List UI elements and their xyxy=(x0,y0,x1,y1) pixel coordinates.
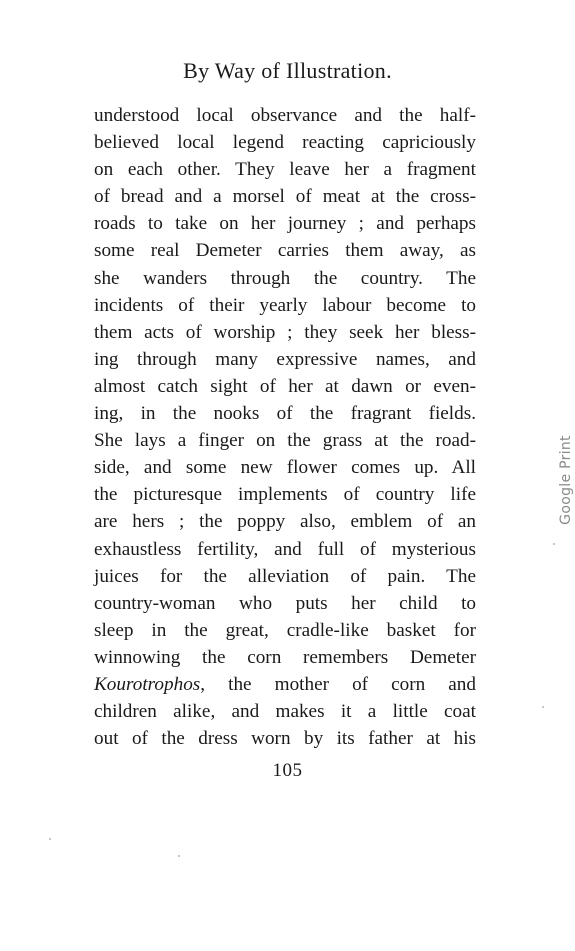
text-line-21: winnowing the corn remembers Demeter xyxy=(94,646,476,668)
text-line-14: side, and some new flower comes up. All xyxy=(94,457,476,479)
page-number: 105 xyxy=(272,760,303,781)
text-line-19: country-woman who puts her child to xyxy=(94,592,476,614)
text-line-9: them acts of worship ; they seek her bless- xyxy=(94,321,476,343)
italic-term: Kourotrophos xyxy=(94,673,201,695)
text-line-7: she wanders through the country. The xyxy=(94,267,476,289)
text-line-2: believed local legend reacting capriciously xyxy=(94,132,476,154)
text-line-20: sleep in the great, cradle-like basket for xyxy=(94,619,476,641)
text-line-15: the picturesque implements of country life xyxy=(94,484,476,506)
text-line-11: almost catch sight of her at dawn or even- xyxy=(94,375,476,397)
text-line-4: of bread and a morsel of meat at the cross- xyxy=(94,186,476,208)
text-line-10: ing through many expressive names, and xyxy=(94,348,476,370)
text-line-22 xyxy=(94,671,476,698)
text-line-17: exhaustless fertility, and full of mysterious xyxy=(94,538,476,560)
text-line-13: She lays a finger on the grass at the road- xyxy=(94,430,476,452)
text-line-18: juices for the alleviation of pain. The xyxy=(94,565,476,587)
text-line-24: out of the dress worn by its father at his xyxy=(94,728,476,750)
text-line-6: some real Demeter carries them away, as xyxy=(94,240,476,262)
text-line-23: children alike, and makes it a little coat xyxy=(94,701,476,723)
paper-speck xyxy=(178,855,180,857)
body-text xyxy=(94,102,476,752)
google-print-watermark: Google Print xyxy=(558,435,574,525)
text-line-3: on each other. They leave her a fragment xyxy=(94,159,476,181)
text-line-22-rest: , the mother of corn and xyxy=(200,673,476,695)
running-head: By Way of Illustration. xyxy=(183,58,392,83)
text-line-16: are hers ; the poppy also, emblem of an xyxy=(94,511,476,533)
paper-speck xyxy=(49,838,51,840)
text-line-1: understood local observance and the half- xyxy=(94,105,476,126)
paper-speck xyxy=(553,543,555,545)
text-line-12: ing, in the nooks of the fragrant fields. xyxy=(94,403,476,425)
text-line-8: incidents of their yearly labour become to xyxy=(94,294,476,316)
text-line-5: roads to take on her journey ; and perhaps xyxy=(94,213,476,235)
paper-speck xyxy=(542,706,544,708)
